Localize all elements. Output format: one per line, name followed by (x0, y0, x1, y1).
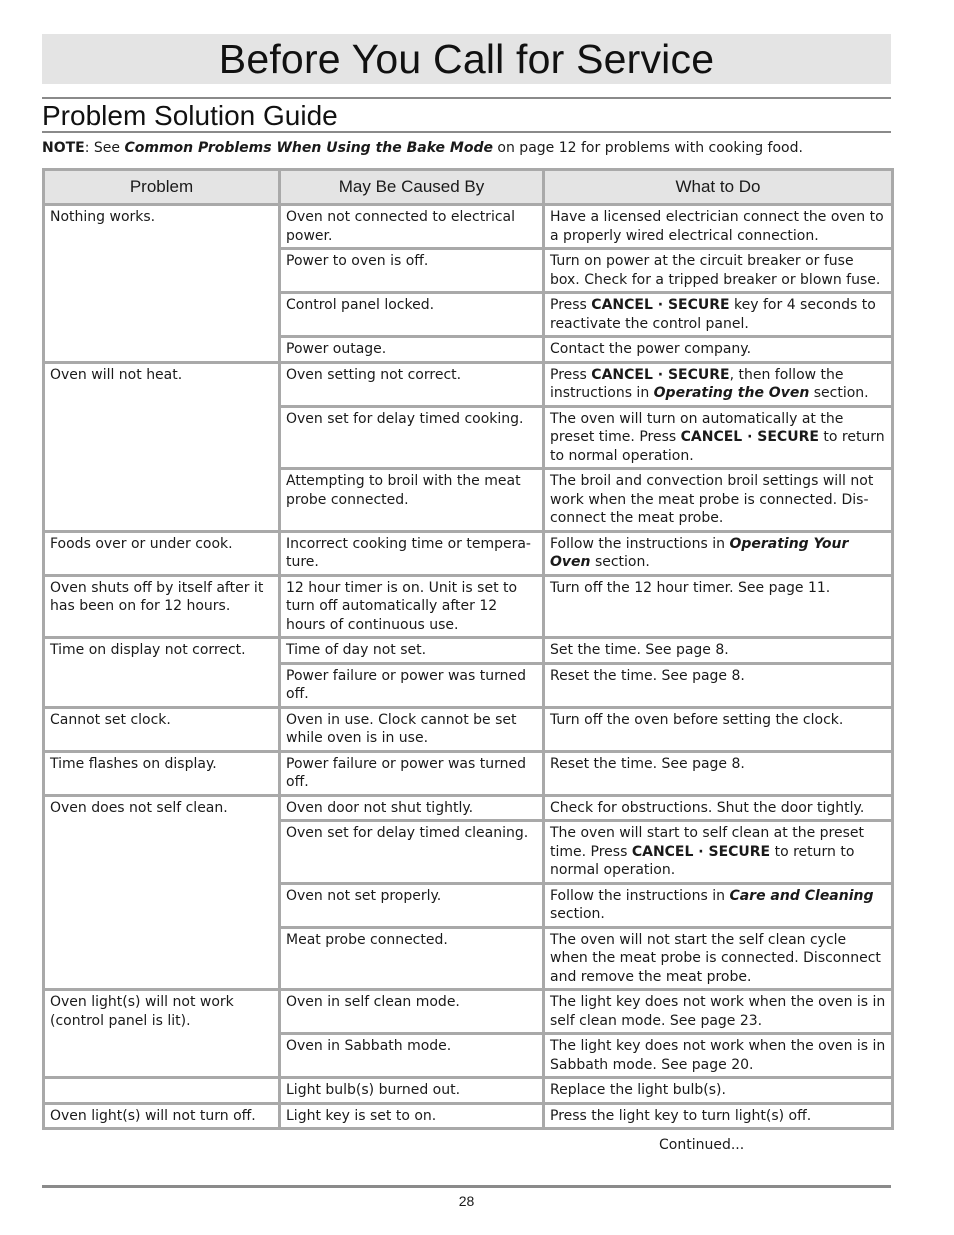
cause-cell: Oven set for delay timed cooking. (280, 406, 544, 469)
text-run: section. (550, 906, 605, 922)
cause-cell: Oven not set properly. (280, 883, 544, 927)
problem-cell: Oven shuts off by itself after it has been on for 12 hours. (44, 575, 280, 638)
note-reference: Common Problems When Using the Bake Mode (124, 140, 493, 156)
solution-cell (544, 821, 893, 884)
continued-label: Continued... (659, 1137, 745, 1153)
solution-cell: Set the time. See page 8. (544, 638, 893, 664)
solution-cell: Press the light key to turn light(s) off. (544, 1103, 893, 1129)
problem-cell: Oven does not self clean. (44, 795, 280, 990)
table-row (44, 638, 893, 664)
table-body (44, 205, 893, 1129)
solution-cell (544, 293, 893, 337)
problem-cell: Oven light(s) will not turn off. (44, 1103, 280, 1129)
table-row (44, 795, 893, 821)
solution-cell: Check for obstructions. Shut the door tightly. (544, 795, 893, 821)
section-top-rule (42, 97, 891, 99)
text-run: Press (550, 366, 592, 383)
cause-cell: Oven not connected to electrical power. (280, 205, 544, 249)
solution-cell: Reset the time. See page 8. (544, 663, 893, 707)
problem-cell: Oven will not heat. (44, 362, 280, 531)
text-run: section. (590, 554, 650, 570)
table-row (44, 575, 893, 638)
cause-cell: Attempting to broil with the meat probe connected. (280, 469, 544, 532)
header-cause: May Be Caused By (280, 170, 544, 205)
section-title: Problem Solution Guide (42, 100, 338, 131)
page-number: 28 (458, 1193, 475, 1209)
section-bottom-rule (42, 131, 891, 133)
table-row (44, 707, 893, 751)
cause-cell: Power outage. (280, 337, 544, 363)
cause-cell: Oven door not shut tightly. (280, 795, 544, 821)
cause-cell: Power failure or power was turned off. (280, 663, 544, 707)
text-run: Press (550, 297, 592, 313)
note (42, 140, 803, 156)
cause-cell: Control panel locked. (280, 293, 544, 337)
section-reference: Operating Your Oven (550, 535, 849, 570)
solution-cell: Contact the power company. (544, 337, 893, 363)
solution-cell (544, 531, 893, 575)
text-run: Follow the instructions in (550, 535, 730, 552)
cause-cell: Oven in self clean mode. (280, 990, 544, 1034)
cause-cell: Light bulb(s) burned out. (280, 1078, 544, 1104)
solution-cell: The light key does not work when the oven is in self clean mode. See page 23. (544, 990, 893, 1034)
solution-cell: The light key does not work when the oven is in Sabbath mode. See page 20. (544, 1034, 893, 1078)
page-title: Before You Call for Service (218, 35, 715, 82)
solution-cell: Turn off the 12 hour timer. See page 11. (544, 575, 893, 638)
text-run: section. (809, 385, 869, 401)
footer-rule (42, 1185, 891, 1188)
text-run: Follow the instructions in (550, 887, 730, 904)
text-run: key for 4 seconds to reactivate the control panel. (550, 297, 876, 332)
cause-cell: 12 hour timer is on. Unit is set to turn off automatically after 12 hours of continuous use. (280, 575, 544, 638)
cause-cell: Power to oven is off. (280, 249, 544, 293)
cause-cell: Oven set for delay timed cleaning. (280, 821, 544, 884)
text-run: The oven will start to self clean at the preset time. Press (550, 825, 864, 860)
bold-key-label: CANCEL · SECURE (680, 429, 819, 445)
solution-cell: The broil and convection broil settings will not work when the meat probe is connected. Dis-connect the meat probe. (544, 469, 893, 532)
note-prefix: : See (84, 140, 125, 156)
bold-key-label: CANCEL · SECURE (591, 366, 730, 383)
solution-cell (544, 883, 893, 927)
problem-cell: Time on display not correct. (44, 638, 280, 708)
cause-cell: Oven in Sabbath mode. (280, 1034, 544, 1078)
table-row (44, 205, 893, 249)
header-problem: Problem (44, 170, 280, 205)
solution-cell: The oven will not start the self clean cycle when the meat probe is connected. Disconnect and remove the meat probe. (544, 927, 893, 990)
table-row (44, 1078, 893, 1104)
cause-cell: Oven setting not correct. (280, 362, 544, 406)
table-row (44, 362, 893, 406)
cause-cell: Incorrect cooking time or tempera-ture. (280, 531, 544, 575)
cause-cell: Meat probe connected. (280, 927, 544, 990)
cause-cell: Oven in use. Clock cannot be set while oven is in use. (280, 707, 544, 751)
note-label: NOTE (42, 140, 85, 156)
bold-key-label: CANCEL · SECURE (591, 297, 730, 313)
table-row (44, 1103, 893, 1129)
text-run: The oven will turn on automatically at the preset time. Press (550, 410, 844, 445)
section-reference: Operating the Oven (653, 385, 810, 401)
solution-cell (544, 406, 893, 469)
section-reference: Care and Cleaning (729, 887, 874, 904)
problem-cell: Foods over or under cook. (44, 531, 280, 575)
table-row (44, 531, 893, 575)
solution-cell: Reset the time. See page 8. (544, 751, 893, 795)
text-run: to return to normal operation. (550, 429, 885, 464)
cause-cell: Time of day not set. (280, 638, 544, 664)
text-run: to return to normal operation. (550, 843, 855, 878)
problem-cell: Nothing works. (44, 205, 280, 363)
solution-cell: Turn off the oven before setting the clock. (544, 707, 893, 751)
solution-cell: Have a licensed electrician connect the oven to a properly wired electrical connection. (544, 205, 893, 249)
problem-cell: Time flashes on display. (44, 751, 280, 795)
solution-cell (544, 362, 893, 406)
table-row (44, 751, 893, 795)
cause-cell: Light key is set to on. (280, 1103, 544, 1129)
note-suffix: on page 12 for problems with cooking food. (492, 140, 803, 156)
problem-solution-table (42, 168, 894, 1130)
solution-cell: Turn on power at the circuit breaker or fuse box. Check for a tripped breaker or blown fuse. (544, 249, 893, 293)
table-row (44, 990, 893, 1034)
title-banner (42, 34, 891, 84)
problem-cell (44, 1078, 280, 1104)
problem-cell: Cannot set clock. (44, 707, 280, 751)
solution-cell: Replace the light bulb(s). (544, 1078, 893, 1104)
table-header-row (44, 170, 893, 205)
text-run: , then follow the instructions in (550, 366, 844, 401)
header-solution: What to Do (544, 170, 893, 205)
cause-cell: Power failure or power was turned off. (280, 751, 544, 795)
problem-cell: Oven light(s) will not work (control panel is lit). (44, 990, 280, 1078)
bold-key-label: CANCEL · SECURE (631, 843, 771, 860)
